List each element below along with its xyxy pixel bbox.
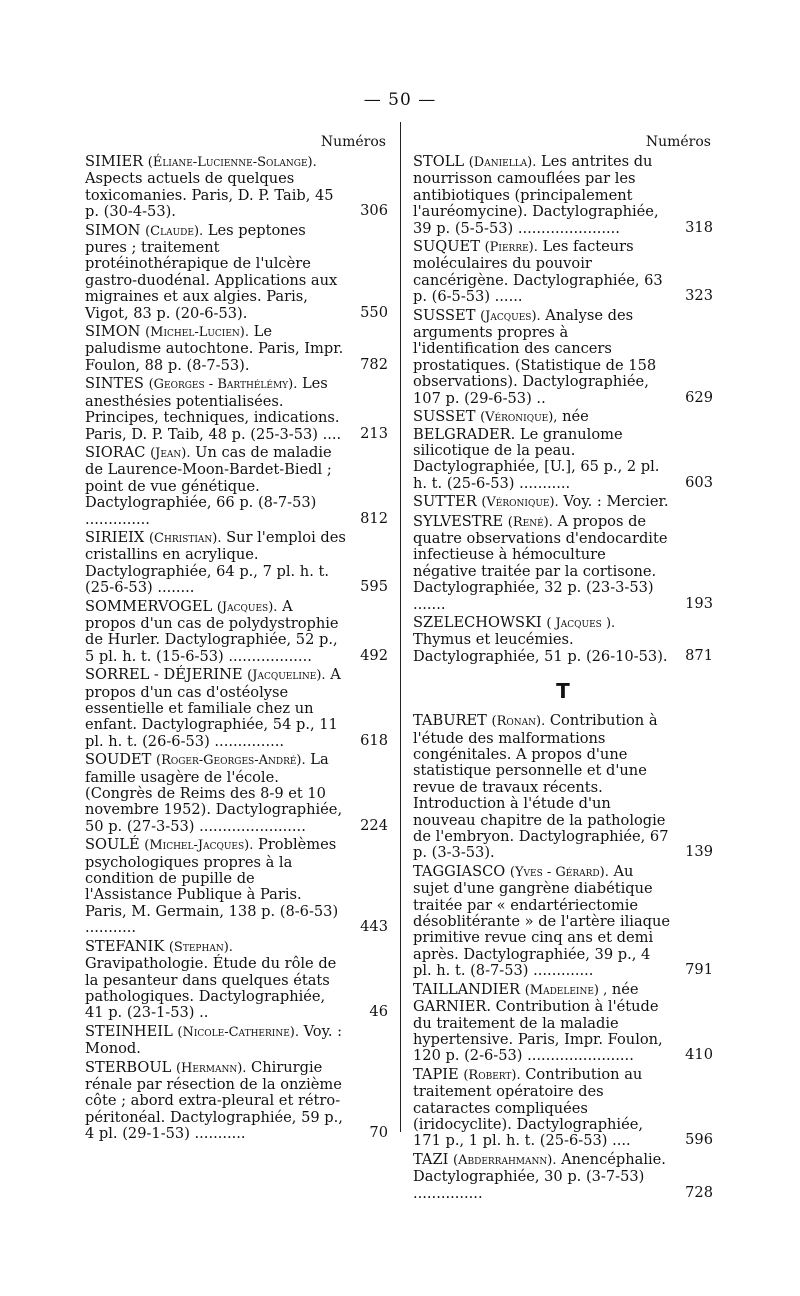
entry-text: Les peptones pures ; traitement protéinothérapique de l'ulcère gastro-duodénal. Applications aux migraines et aux algies. Paris, Vigot, 83 p. (20-6-53).: [85, 221, 338, 322]
entry-number: 70: [369, 1124, 388, 1142]
author-surname: SIMON: [85, 221, 141, 239]
author-given-names: (Jean).: [150, 445, 191, 461]
column-header-right: Numéros: [645, 134, 711, 150]
entry-number: 213: [360, 424, 388, 442]
author-surname: SUSSET: [413, 408, 476, 426]
author-given-names: (Christian).: [148, 530, 222, 546]
entry-text: Un cas de maladie de Laurence-Moon-Bardet-Biedl ; point de vue génétique. Dactylographiée, 66 p. (8-7-53) ..............: [85, 443, 332, 528]
entry-text: A propos d'un cas d'ostéolyse essentielle et familiale chez un enfant. Dactylographiée, 54 p., 11 pl. h. t. (26-6-53) ...............: [85, 666, 341, 750]
author-surname: SIORAC: [85, 443, 146, 461]
index-entry: [413, 1067, 713, 1150]
author-surname: TAPIE: [413, 1065, 459, 1083]
author-given-names: (Claude).: [145, 223, 204, 239]
author-surname: TABURET: [413, 712, 487, 730]
author-surname: SIMIER: [85, 153, 144, 170]
entry-number: 871: [685, 646, 713, 664]
page-number: — 50 —: [363, 90, 437, 110]
author-surname: SUQUET: [413, 238, 480, 256]
entry-text: Au sujet d'une gangrène diabétique traitée par « endartériectomie désoblitérante » de l'artère iliaque primitive revue cinq ans et demi après. Dactylographiée, 39 p., 4 pl. h. t. (8-7-53) .............: [413, 862, 671, 980]
author-given-names: (Michel-Lucien).: [145, 325, 250, 341]
index-entry: [413, 494, 713, 511]
entry-text: Contribution au traitement opératoire des cataractes compliquées (iridocyclite). Dactylographiée, 171 p., 1 pl. h. t. (25-6-53) ....: [413, 1065, 644, 1150]
author-surname: STOLL: [413, 153, 465, 170]
author-given-names: (Madeleine) ,: [524, 982, 608, 998]
index-entry: [85, 939, 388, 1022]
author-given-names: (Abderrahmann).: [453, 1152, 557, 1168]
author-surname: SYLVESTRE: [413, 512, 504, 530]
author-given-names: (Véronique),: [480, 410, 558, 426]
author-surname: SINTES: [85, 375, 144, 393]
entry-text: née GARNIER. Contribution à l'étude du traitement de la maladie hypertensive. Paris, Impr. Foulon, 120 p. (2-6-53) .......................: [413, 980, 663, 1065]
index-entry: [85, 667, 388, 750]
index-entry: [85, 376, 388, 443]
entry-number: 595: [360, 578, 388, 596]
entry-number: 791: [685, 961, 713, 979]
entry-number: 443: [360, 918, 388, 936]
entry-text: Voy. : Mercier.: [563, 493, 669, 511]
entry-text: née BELGRADER. Le granulome silicotique de la peau. Dactylographiée, [U.], 65 p., 2 pl. h. t. (25-6-53) ...........: [413, 408, 660, 492]
author-surname: TAILLANDIER: [413, 980, 521, 998]
author-surname: TAGGIASCO: [413, 862, 506, 880]
index-entry: [413, 239, 713, 306]
author-surname: STERBOUL: [85, 1058, 172, 1076]
entry-number: 596: [685, 1131, 713, 1149]
entry-text: Gravipathologie. Étude du rôle de la pesanteur dans quelques états pathologiques. Dactylographiée, 41 p. (23-1-53) ..: [85, 955, 337, 1022]
author-given-names: (Nicole-Catherine).: [177, 1024, 299, 1040]
entry-number: 629: [685, 388, 713, 406]
entry-text: Les antrites du nourrisson camouflées par les antibiotiques (principalement l'auréomycine). Dactylographiée, 39 p. (5-5-53) ......................: [413, 153, 659, 237]
left-entry-list: [85, 154, 388, 1143]
entry-number: 139: [685, 843, 713, 861]
entry-text: Les facteurs moléculaires du pouvoir cancérigène. Dactylographiée, 63 p. (6-5-53) ......: [413, 238, 663, 306]
entry-number: 193: [685, 594, 713, 612]
index-entry: [85, 599, 388, 666]
index-entry: [85, 752, 388, 835]
entry-number: 782: [360, 355, 388, 373]
index-entry: [85, 324, 388, 374]
author-given-names: (Hermann).: [175, 1060, 247, 1076]
entry-text: Analyse des arguments propres à l'identification des cancers prostatiques. (Statistique de 158 observations). Dactylographiée, 107 p. (29-6-53) ..: [413, 306, 657, 407]
entry-text: Anencéphalie. Dactylographiée, 30 p. (3-7-53) ...............: [413, 1150, 666, 1202]
entry-text: Problèmes psychologiques propres à la condition de pupille de l'Assistance Publique à Paris. Paris, M. Germain, 138 p. (8-6-53) ...........: [85, 836, 339, 937]
author-given-names: (Ronan).: [491, 714, 546, 730]
author-given-names: (Yves - Gérard).: [509, 864, 609, 880]
index-entry: [85, 837, 388, 936]
author-given-names: (Robert).: [463, 1067, 521, 1083]
index-entry: [85, 1060, 388, 1143]
index-entry: [413, 864, 713, 980]
author-surname: STEINHEIL: [85, 1022, 173, 1040]
column-divider: [400, 122, 401, 1132]
index-entry: [85, 223, 388, 322]
entry-number: 812: [360, 509, 388, 527]
entry-text: Les anesthésies potentialisées. Principes, techniques, indications. Paris, D. P. Taib, 48 p. (25-3-53) ....: [85, 375, 342, 443]
section-letter: T: [556, 679, 570, 704]
entry-text: Contribution à l'étude des malformations congénitales. A propos d'une statistique personnelle et d'une revue de travaux récents. Introduction à l'étude d'un nouveau chapitre de la pathologie de l'embryon. Dactylographiée, 67 p. (3-3-53).: [413, 712, 669, 862]
entry-number: 618: [360, 731, 388, 749]
index-entry: [413, 409, 713, 492]
author-surname: SUSSET: [413, 306, 476, 324]
author-given-names: (Stephan).: [168, 939, 233, 955]
author-surname: SOMMERVOGEL: [85, 597, 213, 615]
author-surname: TAZI: [413, 1150, 449, 1168]
author-surname: SUTTER: [413, 493, 477, 511]
entry-text: Sur l'emploi des cristallins en acrylique. Dactylographiée, 64 p., 7 pl. h. t. (25-6-53) ........: [85, 528, 346, 597]
author-given-names: (Jacqueline).: [247, 668, 326, 684]
entry-number: 550: [360, 303, 388, 321]
index-entry: [85, 530, 388, 597]
left-column: [85, 134, 388, 1145]
entry-number: 492: [360, 646, 388, 664]
entry-number: 603: [685, 473, 713, 491]
index-entry: [413, 308, 713, 407]
author-given-names: (René).: [507, 514, 553, 530]
entry-text: Voy. : Monod.: [85, 1022, 343, 1058]
entry-text: Thymus et leucémies. Dactylographiée, 51 p. (26-10-53).: [413, 631, 668, 665]
index-entry: [413, 514, 713, 613]
author-given-names: (Jacques).: [480, 308, 541, 324]
entry-text: La famille usagère de l'école. (Congrès de Reims des 8-9 et 10 novembre 1952). Dactylographiée, 50 p. (27-3-53) .......................: [85, 751, 343, 835]
author-surname: STEFANIK: [85, 937, 165, 955]
index-entry: [85, 445, 388, 528]
author-given-names: (Michel-Jacques).: [144, 838, 254, 854]
author-given-names: (Jacques).: [216, 599, 278, 615]
right-entry-list: [413, 154, 713, 665]
index-entry: [413, 982, 713, 1065]
entry-number: 306: [360, 202, 388, 220]
index-entry: [413, 713, 713, 862]
author-given-names: (Daniella).: [468, 155, 537, 170]
author-surname: SOUDET: [85, 751, 152, 769]
index-entry: [85, 1024, 388, 1058]
author-given-names: (Véronique).: [481, 495, 559, 511]
entry-number: 224: [360, 816, 388, 834]
author-given-names: ( Jacques ).: [546, 615, 616, 631]
t-entry-list: [413, 713, 713, 1202]
entry-text: A propos d'un cas de polydystrophie de Hurler. Dactylographiée, 52 p., 5 pl. h. t. (15-6-53) ..................: [85, 597, 339, 665]
author-surname: SZELECHOWSKI: [413, 613, 542, 631]
author-given-names: (Georges - Barthélémy).: [148, 377, 298, 393]
author-surname: SORREL - DÉJERINE: [85, 666, 243, 684]
author-surname: SOULÉ: [85, 836, 140, 854]
author-given-names: (Pierre).: [484, 240, 538, 256]
entry-number: 46: [369, 1003, 388, 1021]
entry-number: 728: [685, 1183, 713, 1201]
index-entry: [413, 615, 713, 665]
entry-number: 410: [685, 1046, 713, 1064]
index-entry: [85, 154, 388, 221]
index-entry: [413, 1152, 713, 1202]
entry-text: Chirurgie rénale par résection de la onzième côte ; abord extra-pleural et rétro-péritonéal. Dactylographiée, 59 p., 4 pl. (29-1-53) ...........: [85, 1058, 343, 1143]
entry-number: 318: [685, 218, 713, 236]
entry-text: Aspects actuels de quelques toxicomanies. Paris, D. P. Taib, 45 p. (30-4-53).: [85, 170, 334, 221]
right-column: [413, 134, 713, 1204]
entry-text: Le paludisme autochtone. Paris, Impr. Foulon, 88 p. (8-7-53).: [85, 323, 344, 374]
author-surname: SIRIEIX: [85, 528, 145, 546]
column-header-left: Numéros: [320, 134, 386, 150]
author-surname: SIMON: [85, 323, 141, 341]
entry-text: A propos de quatre observations d'endocardite infectieuse à hémoculture négative traitée par la cortisone. Dactylographiée, 32 p. (23-3-53) .......: [413, 512, 668, 613]
author-given-names: (Roger-Georges-André).: [156, 753, 306, 769]
author-given-names: (Éliane-Lucienne-Solange).: [147, 155, 317, 170]
entry-number: 323: [685, 287, 713, 305]
index-entry: [413, 154, 713, 237]
